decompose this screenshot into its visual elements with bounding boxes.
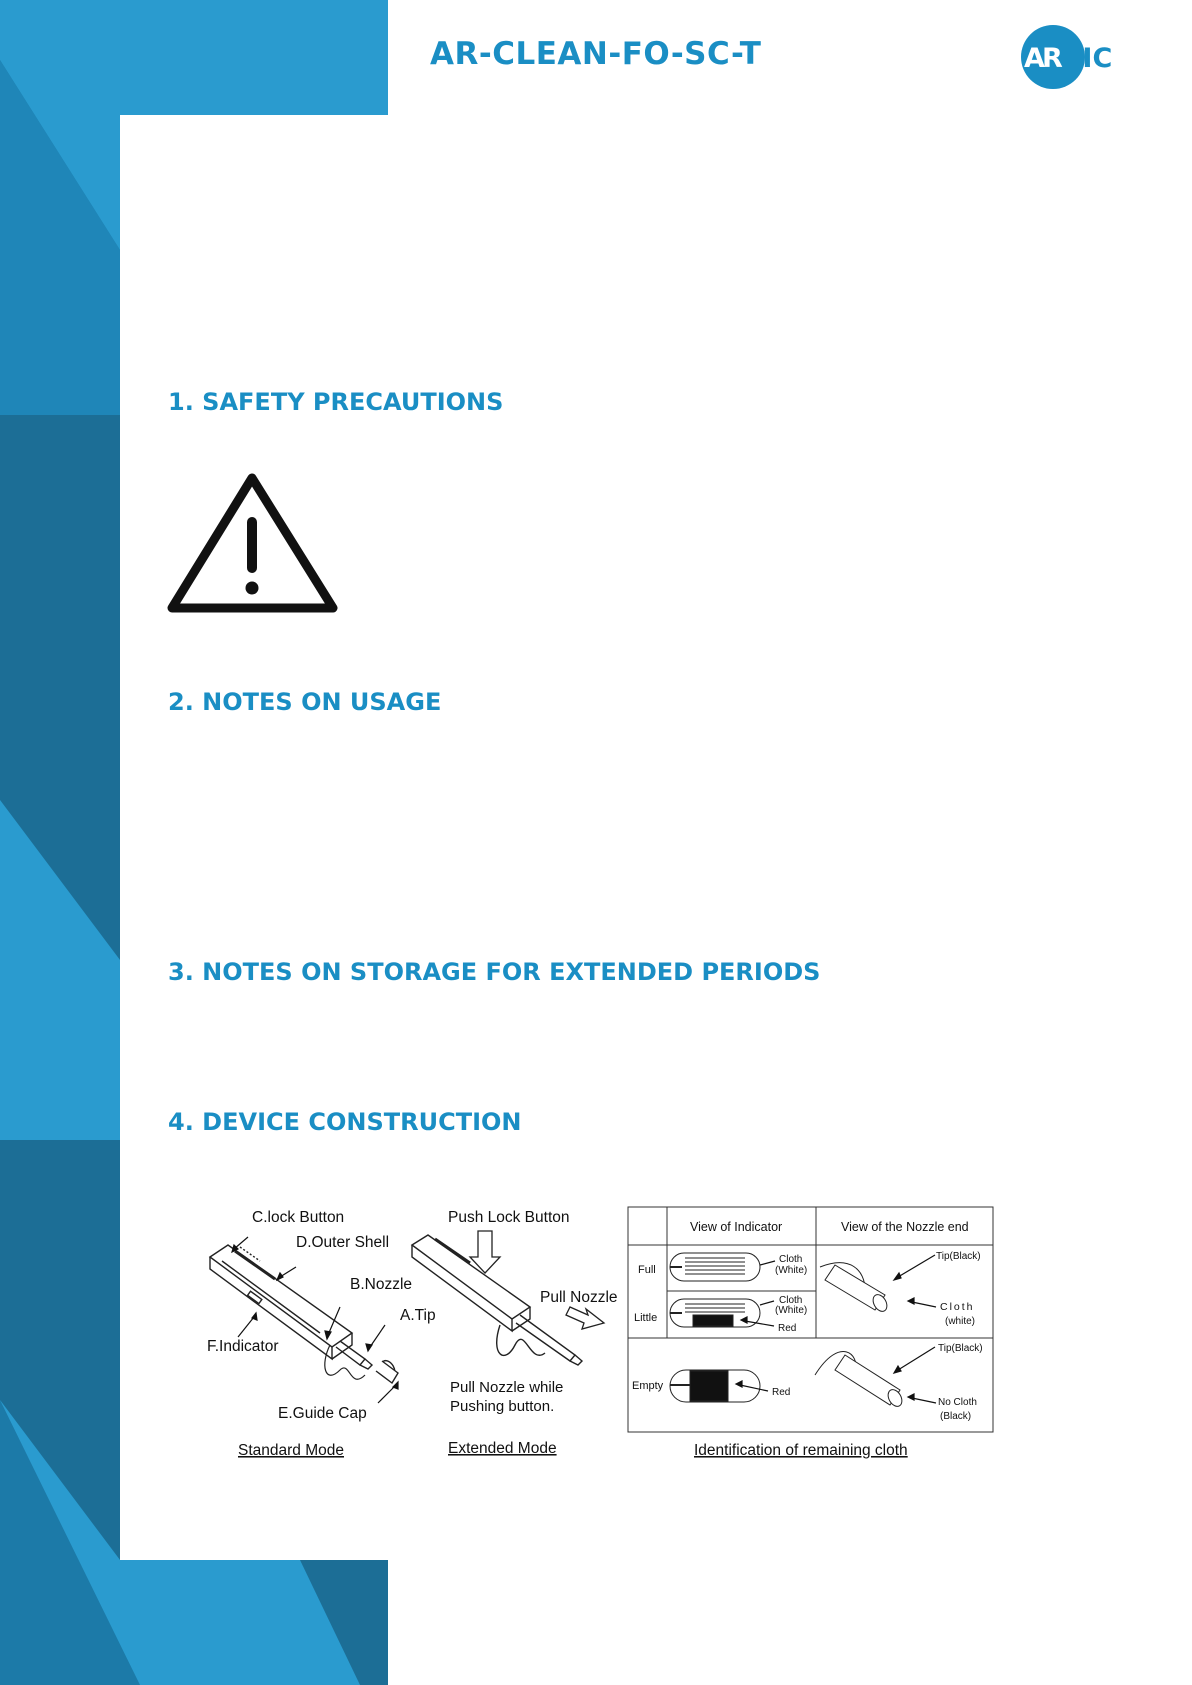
section-heading-construction: 4. DEVICE CONSTRUCTION (168, 1108, 522, 1136)
logo-text-tic: TIC (1064, 43, 1113, 74)
table-row-empty: Empty (632, 1380, 664, 1392)
little-red-label: Red (778, 1323, 797, 1334)
caption-standard-mode: Standard Mode (238, 1442, 344, 1459)
logo-text-a: A (1024, 43, 1045, 74)
warning-triangle-icon (165, 470, 340, 618)
empty-red-label: Red (772, 1387, 791, 1398)
section-heading-safety: 1. SAFETY PRECAUTIONS (168, 388, 504, 416)
caption-identification: Identification of remaining cloth (694, 1442, 908, 1459)
label-outer-shell: D.Outer Shell (296, 1234, 390, 1251)
empty-tip-black-label: Tip(Black) (938, 1343, 983, 1354)
full-nozzle-cloth-label: Cloth (940, 1301, 975, 1313)
logo-text-r: R (1042, 43, 1063, 74)
label-lock-button: C.lock Button (252, 1209, 345, 1226)
label-pull-instruction-1: Pull Nozzle while (450, 1379, 564, 1396)
table-row-little: Little (634, 1312, 658, 1324)
little-cloth-label: Cloth (779, 1295, 803, 1306)
document-title: AR-CLEAN-FO-SC-T (430, 36, 762, 72)
label-indicator: F.Indicator (207, 1338, 279, 1355)
device-construction-figure (200, 1195, 1000, 1470)
standard-mode-cleaner-drawing (210, 1245, 398, 1383)
indicator-full-drawing (670, 1253, 760, 1281)
artic-logo (1020, 24, 1150, 90)
label-nozzle: B.Nozzle (350, 1276, 413, 1293)
empty-black-label: (Black) (940, 1411, 972, 1422)
empty-no-cloth-label: No Cloth (938, 1397, 977, 1408)
full-nozzle-white-label: (white) (945, 1316, 976, 1327)
full-white-label: (White) (775, 1265, 808, 1276)
table-col-indicator: View of Indicator (690, 1220, 783, 1234)
label-tip: A.Tip (400, 1307, 436, 1324)
table-row-full: Full (638, 1264, 656, 1276)
caption-extended-mode: Extended Mode (448, 1440, 557, 1457)
label-guide-cap: E.Guide Cap (278, 1405, 367, 1422)
label-pull-nozzle: Pull Nozzle (540, 1289, 618, 1306)
full-cloth-label: Cloth (779, 1254, 803, 1265)
section-heading-usage: 2. NOTES ON USAGE (168, 688, 442, 716)
section-heading-storage: 3. NOTES ON STORAGE FOR EXTENDED PERIODS (168, 958, 821, 986)
table-col-nozzle: View of the Nozzle end (841, 1220, 969, 1234)
little-white-label: (White) (775, 1305, 808, 1316)
label-push-lock-button: Push Lock Button (448, 1209, 570, 1226)
label-pull-instruction-2: Pushing button. (450, 1398, 555, 1415)
full-tip-black-label: Tip(Black) (936, 1251, 981, 1262)
